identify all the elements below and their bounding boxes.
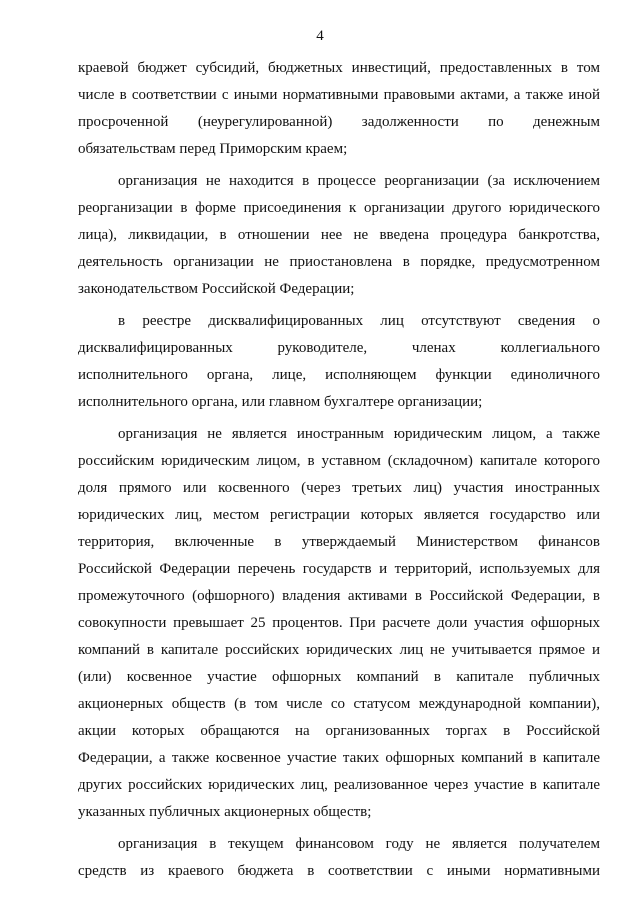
text-line: доля прямого или косвенного (через третьих лиц) участия иностранных [78, 480, 600, 496]
text-line: Российской Федерации перечень государств и территорий, используемых для [78, 561, 600, 577]
text-line: юридических лиц, местом регистрации которых является государство или [78, 507, 600, 523]
text-line: других российских юридических лиц, реализованное через участие в капитале [78, 777, 600, 793]
text-line: законодательством Российской Федерации; [78, 281, 355, 297]
text-line: организация не находится в процессе реорганизации (за исключением [118, 173, 600, 189]
text-line: территория, включенные в утверждаемый Министерством финансов [78, 534, 600, 550]
text-line: числе в соответствии с иными нормативными правовыми актами, а также иной [78, 87, 600, 103]
paragraph-budget-recipient [78, 831, 600, 885]
text-line: организация в текущем финансовом году не является получателем [118, 836, 600, 852]
text-line: обязательствам перед Приморским краем; [78, 141, 348, 157]
text-line: компаний в капитале российских юридических лиц не учитывается прямое и [78, 642, 600, 658]
text-line: в реестре дисквалифицированных лиц отсутствуют сведения о [118, 313, 600, 329]
text-line: средств из краевого бюджета в соответствии с иными нормативными [78, 863, 600, 879]
text-line: (или) косвенное участие офшорных компаний в капитале публичных [78, 669, 600, 685]
text-line: исполнительного органа, лице, исполняющем функции единоличного [78, 367, 600, 383]
text-line: акционерных обществ (в том числе со статусом международной компании), [78, 696, 600, 712]
text-line: акции которых обращаются на организованных торгах в Российской [78, 723, 600, 739]
text-line: указанных публичных акционерных обществ; [78, 804, 372, 820]
text-line: промежуточного (офшорного) владения активами в Российской Федерации, в [78, 588, 600, 604]
paragraph-disqualified-persons [78, 308, 600, 416]
text-line: российским юридическим лицом, в уставном (складочном) капитале которого [78, 453, 600, 469]
text-line: реорганизации в форме присоединения к организации другого юридического [78, 200, 600, 216]
text-line: совокупности превышает 25 процентов. При расчете доли участия офшорных [78, 615, 600, 631]
text-line: просроченной (неурегулированной) задолженности по денежным [78, 114, 600, 130]
text-line: Федерации, а также косвенное участие таких офшорных компаний в капитале [78, 750, 600, 766]
text-line: организация не является иностранным юридическим лицом, а также [118, 426, 600, 442]
paragraph-reorganization [78, 168, 600, 303]
page-number: 4 [316, 28, 324, 44]
document-body [78, 55, 600, 886]
text-line: деятельность организации не приостановлена в порядке, предусмотренном [78, 254, 600, 270]
text-line: лица), ликвидации, в отношении нее не введена процедура банкротства, [78, 227, 600, 243]
paragraph-budget-debt [78, 55, 600, 163]
text-line: дисквалифицированных руководителе, членах коллегиального [78, 340, 600, 356]
paragraph-foreign-entity [78, 421, 600, 826]
text-line: исполнительного органа, или главном бухгалтере организации; [78, 394, 483, 410]
text-line: краевой бюджет субсидий, бюджетных инвестиций, предоставленных в том [78, 60, 600, 76]
